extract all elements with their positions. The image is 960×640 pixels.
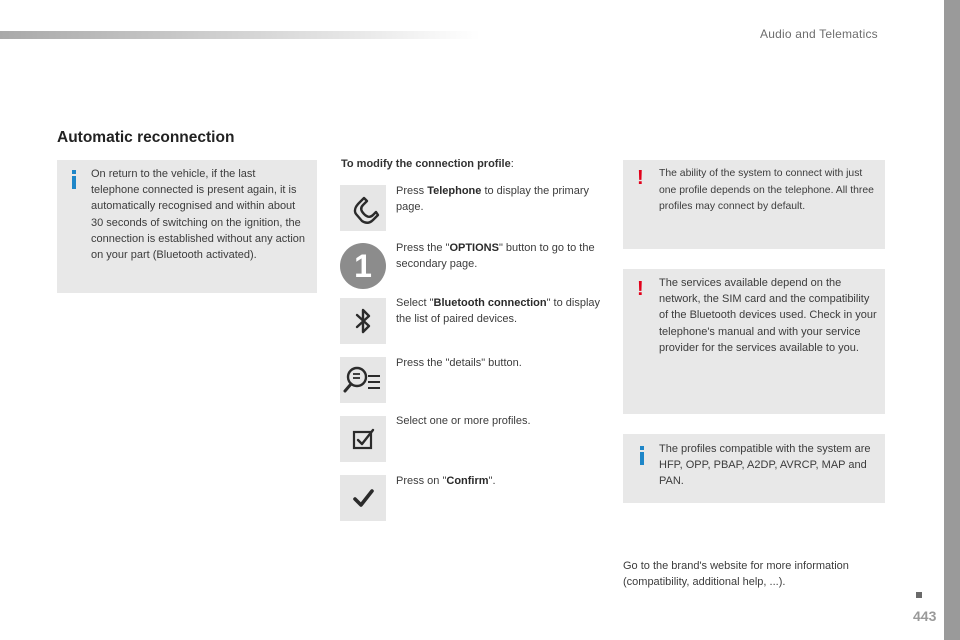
step-text-options bbox=[396, 240, 611, 273]
checkmark-icon bbox=[340, 475, 386, 521]
step-text-post: ". bbox=[488, 475, 496, 487]
options-label: OPTIONS bbox=[449, 242, 499, 254]
step-text-pre: Press on " bbox=[396, 475, 447, 487]
warning-icon: ! bbox=[637, 167, 644, 189]
phone-handset-icon bbox=[340, 185, 386, 231]
telephone-label: Telephone bbox=[427, 185, 482, 197]
warning-note-text: The ability of the system to connect with just one profile depends on the telephone. All three profiles may connect by default. bbox=[659, 168, 874, 212]
info-note-text: The profiles compatible with the system are HFP, OPP, PBAP, A2DP, AVRCP, MAP and PAN. bbox=[659, 443, 871, 488]
step-text-post: " to display the list of paired devices. bbox=[396, 297, 601, 326]
step-text-telephone bbox=[396, 183, 611, 216]
confirm-label: Confirm bbox=[446, 475, 489, 487]
warning-note-text: The services available depend on the network, the SIM card and the compatibility of the Bluetooth devices used. Check in your telephone's manual and with your service provider for the services available to you. bbox=[659, 277, 877, 354]
step-text-details bbox=[396, 355, 611, 371]
warning-note-services bbox=[623, 269, 885, 414]
step-text-post: " button to go to the secondary page. bbox=[396, 242, 595, 271]
checkbox-icon bbox=[340, 416, 386, 462]
side-strip bbox=[944, 0, 960, 640]
section-label: Audio and Telematics bbox=[760, 27, 878, 41]
header-gradient-bar bbox=[0, 31, 480, 39]
warning-note-profile bbox=[623, 160, 885, 249]
procedure-title bbox=[341, 158, 514, 170]
footer-note: Go to the brand's website for more information (compatibility, additional help, ...). bbox=[623, 560, 849, 589]
step-text-pre: Select " bbox=[396, 297, 434, 309]
page-number: 443 bbox=[913, 608, 937, 624]
procedure-title-suffix: : bbox=[510, 158, 514, 170]
page-marker bbox=[916, 592, 922, 598]
bluetooth-icon bbox=[340, 298, 386, 344]
details-search-icon bbox=[340, 357, 386, 403]
warning-icon: ! bbox=[637, 278, 644, 300]
step-text-profiles bbox=[396, 413, 611, 429]
step-text-confirm bbox=[396, 473, 611, 489]
info-note-reconnection bbox=[57, 160, 317, 293]
page-heading: Automatic reconnection bbox=[57, 129, 235, 146]
step-text-post: to display the primary page. bbox=[396, 185, 589, 214]
step-text-bluetooth bbox=[396, 295, 611, 328]
step-text-pre: Select one or more profiles. bbox=[396, 415, 531, 427]
step-number-badge: 1 bbox=[340, 243, 386, 289]
bluetooth-connection-label: Bluetooth connection bbox=[433, 297, 547, 309]
info-note-text: On return to the vehicle, if the last telephone connected is present again, it is automatically recognised and within about 30 seconds of switching on the ignition, the connection is established without any action on your part (Bluetooth activated). bbox=[91, 168, 306, 262]
step-text-pre: Press bbox=[396, 185, 428, 197]
procedure-title-text: To modify the connection profile bbox=[341, 158, 511, 170]
step-text-pre: Press the " bbox=[396, 242, 450, 254]
step-text-pre: Press the "details" button. bbox=[396, 357, 522, 369]
info-note-profiles bbox=[623, 434, 885, 503]
